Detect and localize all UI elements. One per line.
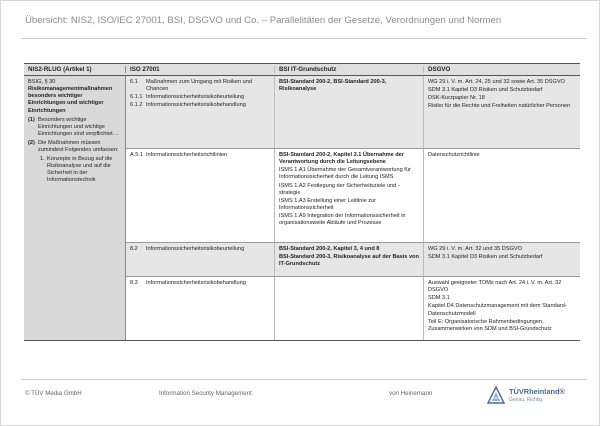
iso-num: 8.3 bbox=[130, 280, 138, 286]
nis2-item-2-text: Die Maßnahmen müssen zumindest Folgendes umfassen: bbox=[38, 140, 119, 154]
dsgvo-line: Auswahl geeigneter TOMs nach Art. 24 i. V. m. Art. 32 DSGVO bbox=[428, 280, 562, 294]
iso-text: Maßnahmen zum Umgang mit Risiken und Chancen bbox=[146, 79, 253, 93]
dsgvo-line: Risiko für die Rechte und Freiheiten natürlicher Personen bbox=[428, 103, 571, 110]
iso-text: Informationssicherheitsrisikobeurteilung bbox=[146, 246, 245, 252]
bsi-line: ISMS 1.A2 Festlegung der Sicherheitsziele und -strategie bbox=[279, 182, 400, 196]
footer-subject: Information Security Management bbox=[159, 390, 252, 397]
iso-num: 6.1.1 bbox=[130, 94, 143, 101]
iso-cell bbox=[126, 243, 275, 276]
table-row bbox=[126, 277, 580, 341]
iso-text: Informationssicherheitsrichtlinien bbox=[146, 152, 228, 158]
dsgvo-line: Teil E: Organisatorische Rahmenbedingungen, Zusammenwirken von SDM und BSI-Grundschutz bbox=[428, 318, 552, 332]
dsgvo-line: Datenschutzrichtlinie bbox=[428, 152, 480, 158]
nis2-paragraph-ref: BSIG, § 30 bbox=[28, 79, 56, 85]
iso-cell bbox=[126, 277, 275, 340]
nis2-item-2-num: (2) bbox=[28, 140, 35, 147]
bsi-line: BSI-Standard 200-2, BSI-Standard 200-3, Risikoanalyse bbox=[279, 79, 387, 93]
iso-num: 8.2 bbox=[130, 246, 138, 252]
bsi-line: ISMS 1.A3 Erstellung einer Leitlinie zur Informationssicherheit bbox=[279, 197, 377, 212]
bsi-cell bbox=[275, 243, 424, 276]
nis2-subitem-1 bbox=[28, 156, 121, 185]
bsi-cell bbox=[275, 76, 424, 148]
dsgvo-cell bbox=[424, 277, 580, 340]
iso-text: Informationssicherheitsrisikobeurteilung bbox=[146, 94, 245, 101]
nis2-item-2 bbox=[28, 140, 121, 154]
iso-item bbox=[130, 152, 270, 159]
footer-divider bbox=[21, 379, 587, 380]
iso-text: Informationssicherheitsrisikobehandlung bbox=[146, 102, 246, 109]
nis2-cell bbox=[24, 76, 126, 341]
iso-text: Informationssicherheitsrisikobehandlung bbox=[146, 280, 246, 286]
dsgvo-cell bbox=[424, 243, 580, 276]
table-body bbox=[24, 76, 580, 341]
nis2-subitem-1-text: Konzepte in Bezug auf die Risikoanalyse und auf die Sicherheit in der Informationstechnik bbox=[47, 155, 113, 184]
slide-title: Übersicht: NIS2, ISO/IEC 27001, BSI, DSGVO und Co. – Parallelitäten der Gesetze, Verordnungen und Normen bbox=[25, 15, 502, 26]
bsi-cell bbox=[275, 277, 424, 340]
dsgvo-line: SDM 3.1 Kapitel D3 Risiken und Schutzbedarf bbox=[428, 254, 543, 261]
footer-copyright: © TÜV Media GmbH bbox=[25, 390, 82, 397]
dsgvo-line: SDM 3.1 bbox=[428, 295, 450, 302]
table-header-row bbox=[24, 63, 580, 76]
iso-cell bbox=[126, 149, 275, 242]
logo-name: TÜVRheinland® bbox=[509, 387, 565, 396]
table-row bbox=[126, 149, 580, 243]
header-dsgvo: DSGVO bbox=[428, 65, 451, 73]
title-divider bbox=[21, 38, 587, 39]
nis2-item-1-text: Besonders wichtige Einrichtungen und wichtige Einrichtungen sind verpflichtet… bbox=[38, 116, 119, 138]
bsi-line: ISMS 1.A9 Integration der Informationssicherheit in organisationsweite Abläufe und Prozesse bbox=[279, 213, 406, 227]
dsgvo-cell bbox=[424, 76, 580, 148]
header-bsi: BSI IT-Grundschutz bbox=[275, 66, 424, 74]
dsgvo-cell bbox=[424, 149, 580, 242]
dsgvo-line: WG 29 i. V. m. Art. 32 und 35 DSGVO bbox=[428, 246, 522, 252]
table-rows bbox=[126, 76, 580, 341]
dsgvo-line: DSK-Kurzpapier Nr. 18 bbox=[428, 95, 485, 102]
footer-author: von Heinemann bbox=[389, 390, 433, 397]
header-nis2: NIS2-RLUG (Artikel 1) bbox=[24, 66, 126, 74]
tuv-logo bbox=[487, 384, 577, 410]
logo-tagline: Genau. Richtig. bbox=[509, 397, 544, 403]
table-row bbox=[126, 76, 580, 149]
bsi-line: BSI-Standard 200-2, Kapitel 3, 4 und 8 bbox=[279, 246, 380, 252]
iso-num: A.5.1 bbox=[130, 152, 144, 158]
dsgvo-line: Kapitel D4 Datenschutzmanagement mit dem Standard-Datenschutzmodell bbox=[428, 303, 567, 317]
header-iso: ISO 27001 bbox=[126, 66, 275, 74]
bsi-line: BSI-Standard 200-2, Kapitel 3.1 Übernahme der Verantwortung durch die Leitungsebene bbox=[279, 152, 404, 166]
bsi-line: BSI-Standard 200-3, Risikoanalyse auf der Basis von IT-Grundschutz bbox=[279, 254, 419, 268]
nis2-subitem-1-num: 1. bbox=[40, 155, 45, 162]
bsi-line: ISMS 1.A1 Übernahme der Gesamtverantwortung für Informationssicherheit durch die Leitung ISMS bbox=[279, 167, 411, 181]
iso-item bbox=[130, 102, 270, 109]
iso-item bbox=[130, 94, 270, 101]
nis2-item-1-num: (1) bbox=[28, 116, 35, 123]
nis2-item-1 bbox=[28, 117, 121, 138]
iso-num: 6.1.2 bbox=[130, 102, 143, 109]
nis2-heading: Risikomanagementmaßnahmen besonders wichtiger Einrichtungen und wichtiger Einrichtungen bbox=[28, 86, 113, 114]
iso-item bbox=[130, 79, 270, 93]
iso-item bbox=[130, 280, 270, 287]
bsi-cell bbox=[275, 149, 424, 242]
tuv-triangle-logo-icon bbox=[487, 386, 505, 404]
iso-num: 6.1 bbox=[130, 79, 138, 85]
comparison-table bbox=[24, 63, 580, 341]
dsgvo-line: SDM 3.1 Kapitel D3 Risiken und Schutzbedarf bbox=[428, 87, 543, 94]
iso-cell bbox=[126, 76, 275, 148]
table-row bbox=[126, 243, 580, 277]
iso-item bbox=[130, 246, 270, 253]
dsgvo-line: WG 29 i. V. m. Art. 24, 25 und 32 sowie Art. 35 DSGVO bbox=[428, 79, 565, 85]
